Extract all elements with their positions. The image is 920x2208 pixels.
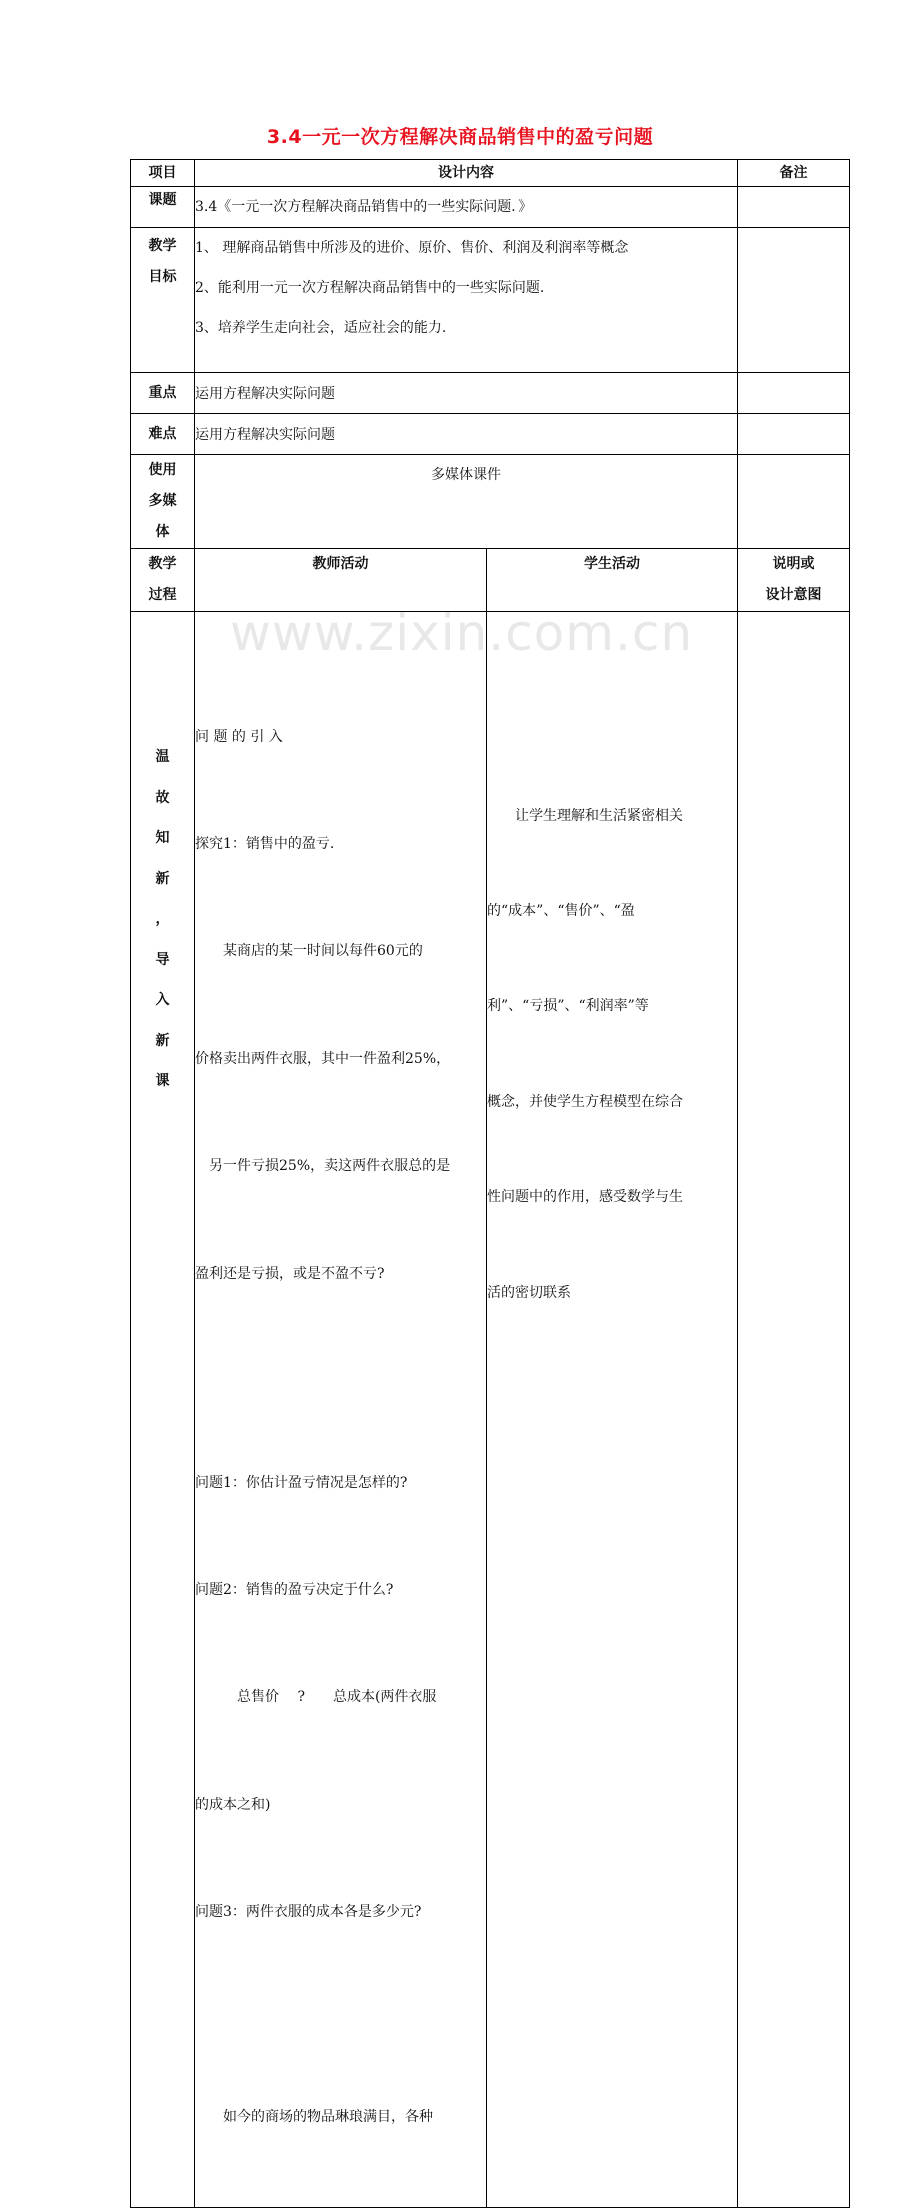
lesson-plan-table: [130, 159, 850, 2208]
student-line: 让学生理解和生活紧密相关: [487, 807, 683, 824]
topic-label: 课题: [131, 187, 195, 228]
section-label-char: 故: [155, 789, 170, 806]
process-header-row: [131, 549, 850, 612]
watermark: www.zixin.com.cn: [230, 604, 694, 662]
media-label-line-1: 使用: [148, 462, 177, 478]
section-label-char: 课: [155, 1073, 170, 1089]
design-note-line-2: 设计意图: [765, 587, 822, 603]
section-label-char: 导: [155, 951, 170, 968]
teacher-activity: [195, 612, 487, 2208]
key-note: [738, 373, 850, 414]
goal-line-1: 1、 理解商品销售中所涉及的进价、原价、售价、利润及利润率等概念: [195, 240, 629, 256]
teacher-line: 问题3：两件衣服的成本各是多少元?: [195, 1904, 422, 1921]
teacher-line: 问题2：销售的盈亏决定于什么?: [195, 1581, 394, 1598]
process-label-line-2: 过程: [148, 587, 177, 603]
header-content: 设计内容: [195, 160, 738, 187]
teacher-activity-header: 教师活动: [195, 549, 487, 612]
teacher-line: 如今的商场的物品琳琅满目，各种: [195, 2109, 433, 2126]
teacher-line: 问题1：你估计盈亏情况是怎样的?: [195, 1474, 408, 1491]
student-activity-header: 学生活动: [487, 549, 738, 612]
topic-note: [738, 187, 850, 228]
header-note: 备注: [738, 160, 850, 187]
goal-row: [131, 228, 850, 373]
section-label-char: 入: [155, 992, 170, 1008]
teacher-line: 总售价 ? 总成本(两件衣服: [195, 1689, 437, 1706]
media-label-line-2: 多媒: [148, 493, 177, 509]
section-label-char: 温: [155, 749, 170, 765]
teacher-line: 价格卖出两件衣服，其中一件盈利25%，: [195, 1050, 451, 1067]
design-note-line-1: 说明或: [772, 556, 815, 572]
media-content: 多媒体课件: [195, 455, 738, 549]
student-line: 活的密切联系: [487, 1284, 571, 1301]
section-label-char: 知: [155, 830, 170, 846]
teacher-line: 的成本之和): [195, 1796, 271, 1813]
page-title: 3.4一元一次方程解决商品销售中的盈亏问题: [266, 126, 654, 148]
goal-label: [131, 228, 195, 373]
student-line: 性问题中的作用，感受数学与生: [487, 1189, 683, 1206]
goal-line-2: 2、能利用一元一次方程解决商品销售中的一些实际问题.: [195, 280, 545, 296]
teacher-line: 问 题 的 引 入: [195, 728, 283, 745]
topic-content: 3.4《一元一次方程解决商品销售中的一些实际问题．》: [195, 187, 738, 228]
key-content: 运用方程解决实际问题: [195, 373, 738, 414]
student-line: 的“成本”、“售价”、“盈: [487, 902, 635, 919]
design-note-header: [738, 549, 850, 612]
section-label: [131, 612, 195, 2208]
difficulty-note: [738, 414, 850, 455]
section-label-char: 新: [155, 870, 170, 887]
media-note: [738, 455, 850, 549]
goal-label-line-1: 教学: [148, 238, 177, 254]
teacher-line: 某商店的某一时间以每件60元的: [195, 943, 423, 960]
difficulty-label: 难点: [131, 414, 195, 455]
key-label: 重点: [131, 373, 195, 414]
topic-row: [131, 187, 850, 228]
goal-note: [738, 228, 850, 373]
teacher-line: 盈利还是亏损，或是不盈不亏?: [195, 1265, 385, 1282]
key-row: [131, 373, 850, 414]
teacher-line-spacer: [195, 2002, 486, 2028]
media-label: [131, 455, 195, 549]
process-label: [131, 549, 195, 612]
goal-line-3: 3、培养学生走向社会，适应社会的能力.: [195, 320, 447, 336]
teacher-line: 探究1：销售中的盈亏.: [195, 835, 335, 852]
section-label-char: ，: [155, 911, 170, 927]
table-header-row: [131, 160, 850, 187]
goal-label-line-2: 目标: [148, 269, 177, 285]
difficulty-content: 运用方程解决实际问题: [195, 414, 738, 455]
teacher-line: 另一件亏损25%，卖这两件衣服总的是: [195, 1158, 451, 1175]
header-item: 项目: [131, 160, 195, 187]
section-note: [738, 612, 850, 2208]
student-line: 概念，并使学生方程模型在综合: [487, 1093, 683, 1110]
student-line: 利”、“亏损”、“利润率”等: [487, 998, 649, 1015]
difficulty-row: [131, 414, 850, 455]
media-label-line-3: 体: [155, 524, 170, 540]
intro-section-row: [131, 612, 850, 2208]
teacher-line-spacer: [195, 1364, 486, 1394]
section-label-char: 新: [155, 1032, 170, 1049]
goal-content: [195, 228, 738, 373]
student-activity: [487, 612, 738, 2208]
process-label-line-1: 教学: [148, 556, 177, 572]
media-row: [131, 455, 850, 549]
